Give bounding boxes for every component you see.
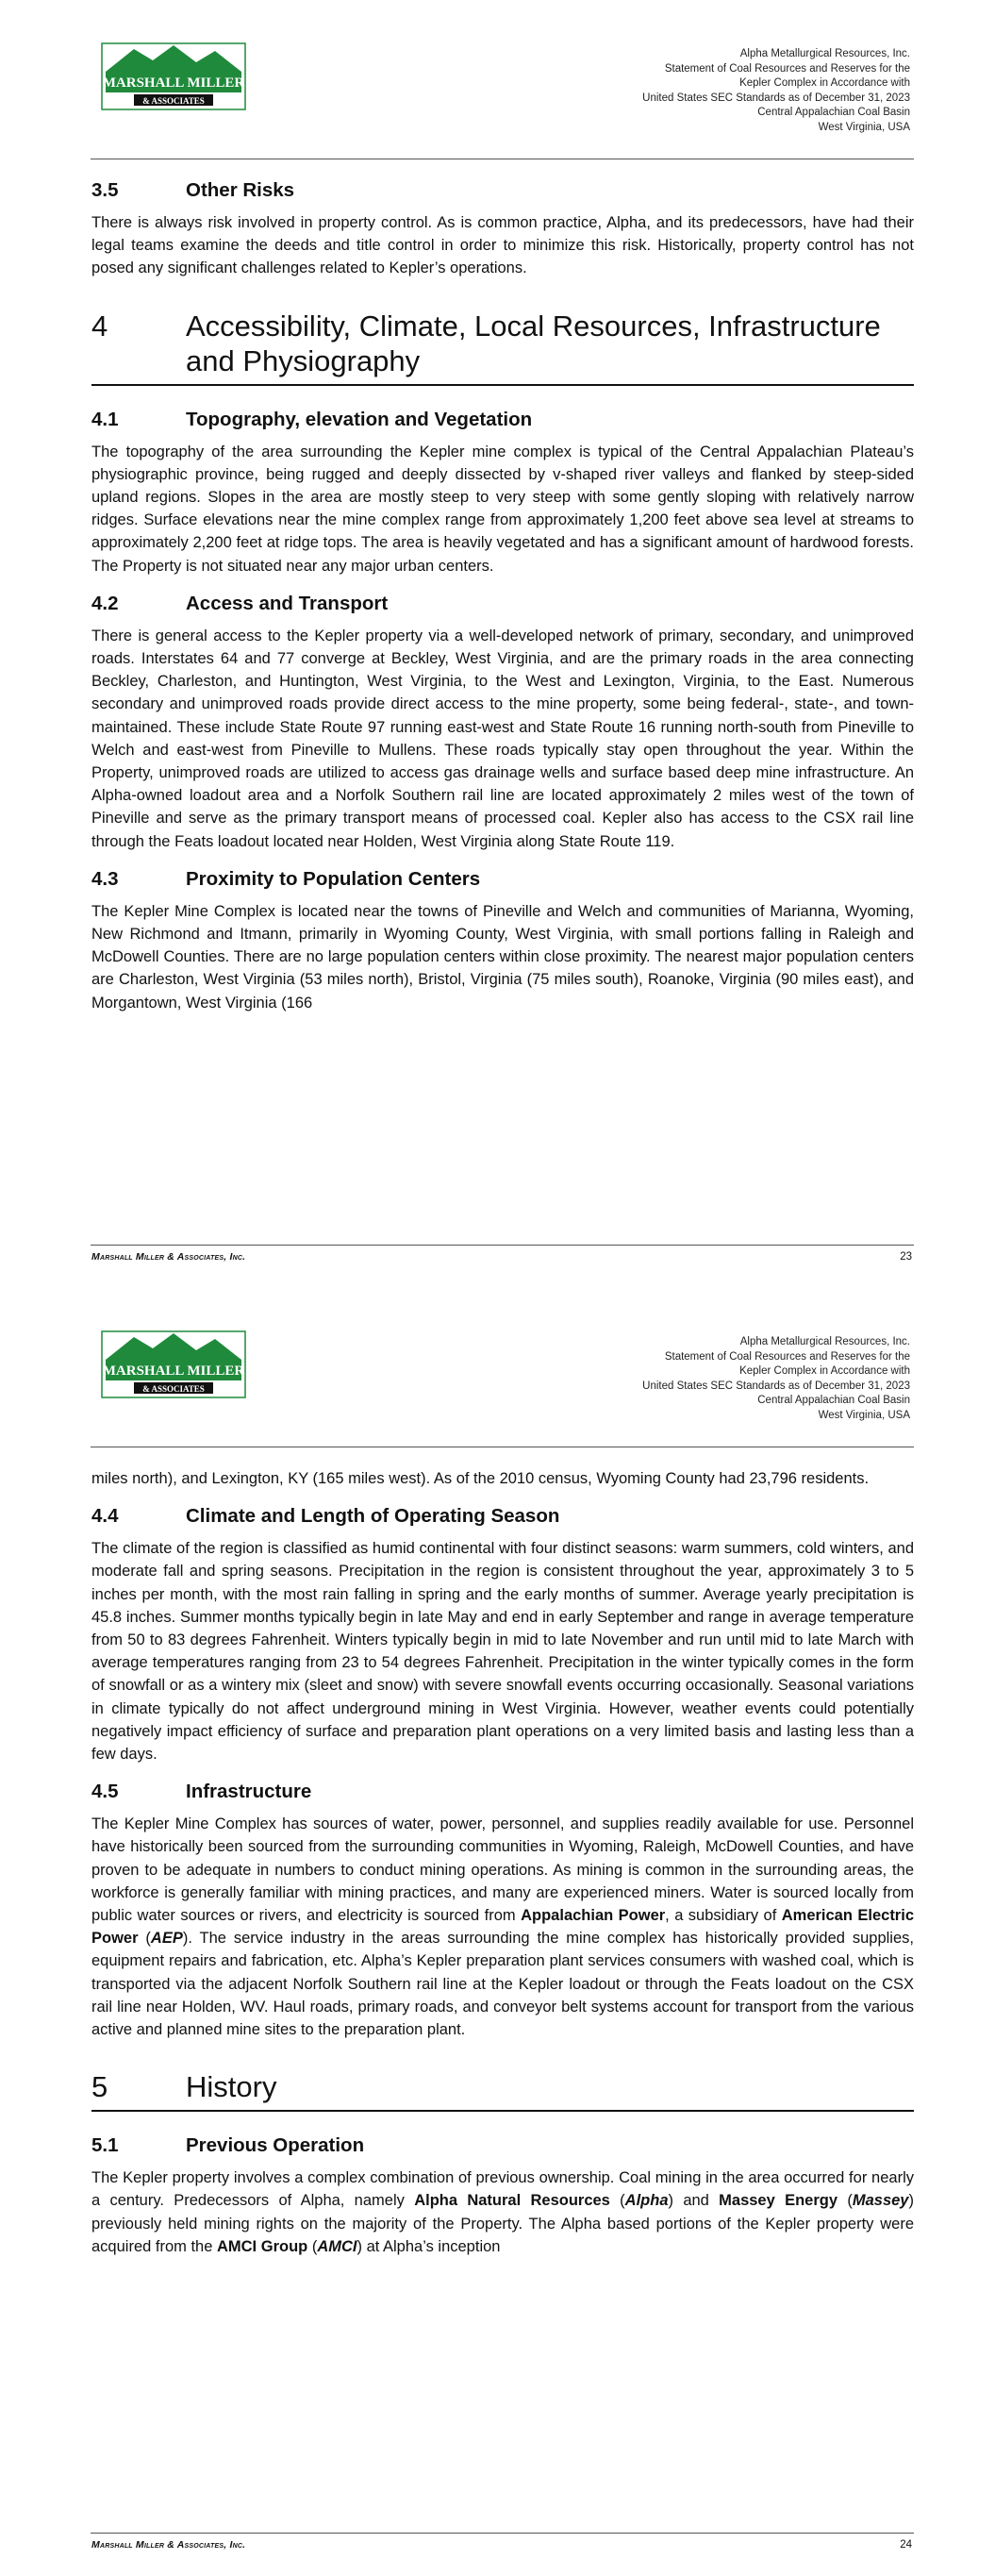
paragraph: There is general access to the Kepler property via a well-developed network of primary, secondary, and unimproved roads. Interstates 64 and 77 converge at Beckley, West Virginia, and are the primary roads in the area connecting Beckley, Charleston, and Huntington, West Virginia, to the West and Lexington, Virginia, to the East. Numerous secondary and unimproved roads provide direct access to the mine property, some being federal-, state-, and town-maintained. These include State Route 97 running east-west and State Route 16 running north-south from Pineville to Welch and east-west from Pineville to Mullens. These roads typically stay open throughout the year. Within the Property, unimproved roads are utilized to access gas drainage wells and surface based deep mine infrastructure. An Alpha-owned loadout area and a Norfolk Southern rail line are located approximately 2 miles west of the town of Pineville and serve as the primary transport means of processed coal. Kepler also has access to the CSX rail line through the Feats loadout located near Holden, West Virginia along State Route 119. [91, 627, 914, 850]
marshall-miller-logo [98, 42, 249, 111]
section-heading-4-1: 4.1 Topography, elevation and Vegetation [91, 408, 533, 430]
paragraph: miles north), and Lexington, KY (165 miles west). As of the 2010 census, Wyoming County had 23,796 residents. [91, 1470, 870, 1487]
paragraph: The climate of the region is classified as humid continental with four distinct seasons: warm summers, cold winters, and moderate fall and spring seasons. Precipitation in the region is consistent throughout the year, approximately 3 to 5 inches per month, with the most rain falling in spring and the early months of summer. Average yearly precipitation is 45.8 inches. Summer months typically begin in late May and end in early September and range in average temperature from 50 to 83 degrees Fahrenheit. Winters typically begin in mid to late November and run until mid to late March with average temperatures ranging from 23 to 54 degrees Fahrenheit. Precipitation in the winter typically comes in the form of snowfall or as a wintery mix (sleet and snow) with severe snowfall events occurring occasionally. Seasonal variations in climate typically do not affect underground mining in West Virginia. However, weather events could potentially negatively impact efficiency of surface and preparation plant operations on a very limited basis and lasting less than a few days. [91, 1540, 914, 1764]
svg-text:& ASSOCIATES: & ASSOCIATES [142, 1384, 205, 1394]
header-line: United States SEC Standards as of December 31, 2023 [642, 92, 910, 104]
footer-divider [91, 2533, 914, 2534]
header-line: West Virginia, USA [818, 121, 910, 133]
marshall-miller-logo [98, 1330, 249, 1399]
header-line: Central Appalachian Coal Basin [757, 1395, 910, 1406]
paragraph: There is always risk involved in property control. As is common practice, Alpha, and its predecessors, have had their legal teams examine the deeds and title control in order to minimize this risk. Historically, property control has not posed any significant challenges related to Kepler’s operations. [91, 214, 914, 277]
page-number: 24 [900, 2539, 912, 2551]
header-line: Central Appalachian Coal Basin [757, 107, 910, 118]
header-line: Statement of Coal Resources and Reserves for the [664, 62, 910, 75]
page-header [642, 1335, 910, 1423]
header-line: United States SEC Standards as of December 31, 2023 [642, 1380, 910, 1392]
footer-divider [91, 1245, 914, 1246]
chapter-heading-4: 4 Accessibility, Climate, Local Resources, Infrastructure and Physiography [91, 309, 914, 386]
header-line: Kepler Complex in Accordance with [739, 77, 910, 89]
section-heading-4-4: 4.4 Climate and Length of Operating Season [91, 1505, 560, 1528]
svg-text:MARSHALL MILLER: MARSHALL MILLER [102, 1363, 245, 1379]
paragraph: The Kepler property involves a complex combination of previous ownership. Coal mining in the area occurred for nearly a century. Predecessors of Alpha, namely Alpha Natural Resources (Alpha) and Massey Energy (Massey) previously held mining rights on the majority of the Property. The Alpha based portions of the Kepler property were acquired from the AMCI Group (AMCI) at Alpha’s inception [91, 2169, 914, 2255]
page-number: 23 [900, 1251, 912, 1263]
section-heading-4-5: 4.5 Infrastructure [91, 1781, 312, 1803]
header-line: Alpha Metallurgical Resources, Inc. [739, 48, 910, 59]
section-heading-4-2: 4.2 Access and Transport [91, 592, 389, 614]
header-line: West Virginia, USA [818, 1409, 910, 1421]
header-line: Kepler Complex in Accordance with [739, 1365, 910, 1377]
paragraph: The Kepler Mine Complex has sources of water, power, personnel, and supplies readily available for use. Personnel have historically been sourced from the surrounding communities in Wyoming, Raleigh, McDowell Counties, and have proven to be adequate in numbers to conduct mining operations. As mining is common in the surrounding areas, the workforce is generally familiar with mining practices, and many are experienced miners. Water is sourced locally from public water sources or rivers, and electricity is sourced from Appalachian Power, a subsidiary of American Electric Power (AEP). The service industry in the areas surrounding the mine complex has historically provided supplies, equipment repairs and fabrication, etc. Alpha’s Kepler preparation plant services consumers with washed coal, which is transported via the adjacent Norfolk Southern rail line at the Kepler loadout or through the Feats loadout on the CSX rail line near Holden, WV. Haul roads, primary roads, and conveyor belt systems account for transport from the various active and planned mine sites to the preparation plant. [91, 1815, 914, 2039]
chapter-heading-5: 5 History [91, 2069, 914, 2112]
svg-text:MARSHALL MILLER: MARSHALL MILLER [102, 75, 245, 91]
header-line: Statement of Coal Resources and Reserves for the [664, 1350, 910, 1363]
svg-text:& ASSOCIATES: & ASSOCIATES [142, 96, 205, 106]
page-header [642, 47, 910, 135]
section-heading-5-1: 5.1 Previous Operation [91, 2134, 365, 2157]
section-heading-3-5: 3.5 Other Risks [91, 179, 295, 201]
page-2-body [91, 1467, 914, 2267]
header-line: Alpha Metallurgical Resources, Inc. [739, 1336, 910, 1347]
document-page-2 [0, 1288, 995, 2576]
footer-company: Marshall Miller & Associates, Inc. [91, 1251, 246, 1263]
footer-company: Marshall Miller & Associates, Inc. [91, 2539, 246, 2551]
paragraph: The Kepler Mine Complex is located near the towns of Pineville and Welch and communities of Marianna, Wyoming, New Richmond and Itmann, primarily in Wyoming County, West Virginia, with small portions falling in Raleigh and McDowell Counties. There are no large population centers within close proximity. The nearest major population centers are Charleston, West Virginia (53 miles north), Bristol, Virginia (75 miles south), Roanoke, Virginia (90 miles east), and Morgantown, West Virginia (166 [91, 902, 914, 1012]
paragraph: The topography of the area surrounding the Kepler mine complex is typical of the Central Appalachian Plateau’s physiographic province, being rugged and deeply dissected by v-shaped river valleys and flanked by steep-sided upland regions. Slopes in the area are mostly steep to very steep with some gently sloping with relatively narrow ridges. Surface elevations near the mine complex range from approximately 1,200 feet above sea level at streams to approximately 2,200 feet at ridge tops. The area is heavily vegetated and has a significant amount of hardwood forests. The Property is not situated near any major urban centers. [91, 443, 914, 575]
page-1-body [91, 177, 914, 1024]
section-heading-4-3: 4.3 Proximity to Population Centers [91, 867, 481, 890]
